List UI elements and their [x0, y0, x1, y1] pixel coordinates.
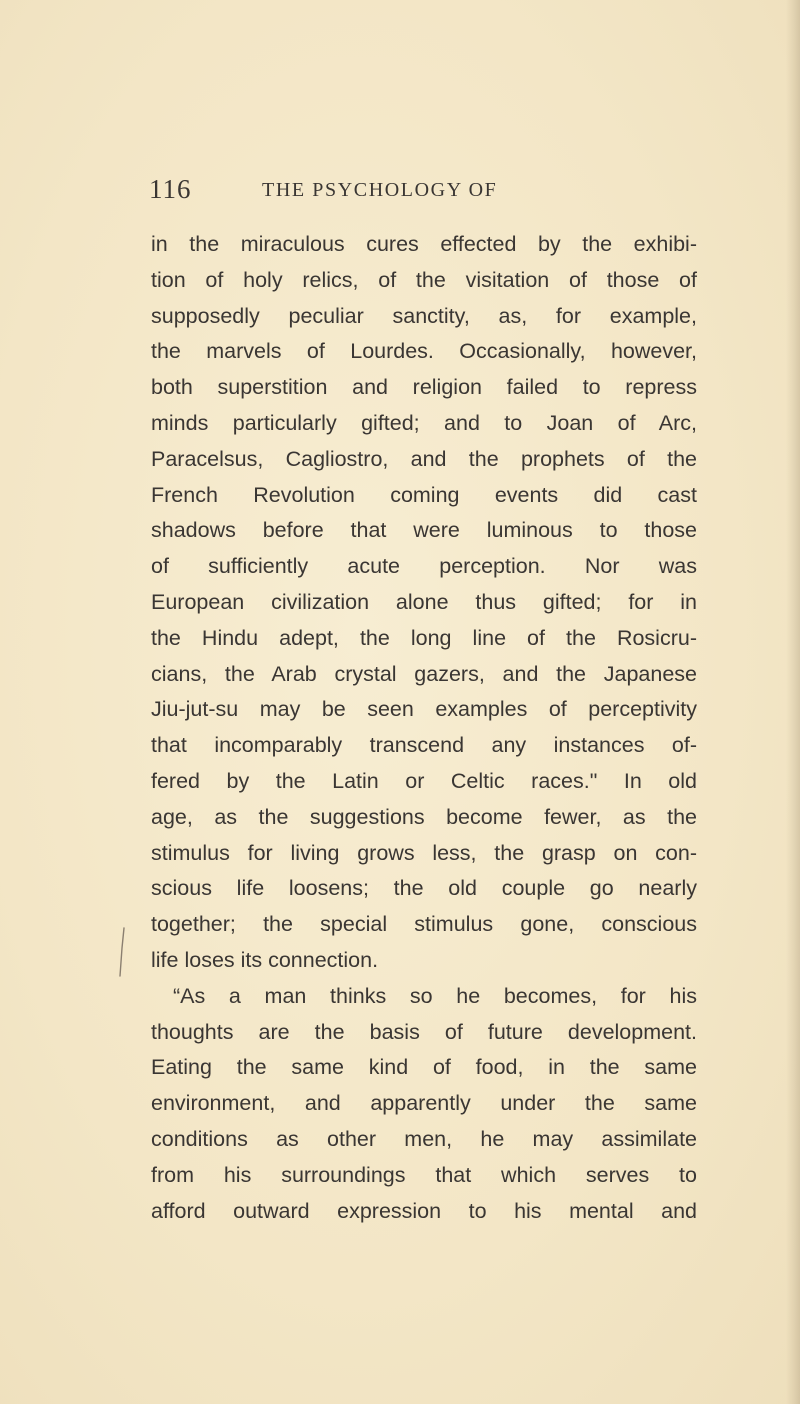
text-line: the marvels of Lourdes. Occasionally, however,: [151, 339, 697, 364]
text-line: fered by the Latin or Celtic races." In old: [151, 768, 697, 793]
text-line: age, as the suggestions become fewer, as the: [151, 804, 697, 829]
running-head: THE PSYCHOLOGY OF: [262, 179, 498, 201]
text-line: together; the special stimulus gone, conscious: [151, 912, 697, 937]
text-line: Paracelsus, Cagliostro, and the prophets of the: [151, 446, 697, 471]
text-line: “As a man thinks so he becomes, for his: [173, 983, 697, 1008]
text-line: French Revolution coming events did cast: [151, 482, 697, 507]
text-line: stimulus for living grows less, the grasp on con-: [151, 840, 697, 865]
text-line: of sufficiently acute perception. Nor was: [151, 554, 697, 579]
text-line: scious life loosens; the old couple go nearly: [151, 876, 697, 901]
text-line: tion of holy relics, of the visitation of those of: [151, 267, 697, 292]
text-line: afford outward expression to his mental and: [151, 1198, 697, 1223]
margin-pencil-mark: [118, 926, 126, 978]
text-line: European civilization alone thus gifted; for in: [151, 589, 697, 614]
text-line: in the miraculous cures effected by the exhibi-: [151, 232, 697, 256]
text-line: cians, the Arab crystal gazers, and the Japanese: [151, 661, 697, 686]
text-line: conditions as other men, he may assimilate: [151, 1126, 697, 1151]
text-line: supposedly peculiar sanctity, as, for example,: [151, 303, 697, 328]
page-number: 116: [149, 174, 192, 204]
text-line: both superstition and religion failed to repress: [151, 375, 697, 400]
text-line: shadows before that were luminous to those: [151, 518, 697, 543]
text-line: that incomparably transcend any instances of-: [151, 733, 697, 758]
text-line: life loses its connection.: [151, 947, 379, 972]
body-text: [151, 227, 697, 1229]
page-edge-shadow: [786, 0, 800, 1404]
text-line: from his surroundings that which serves to: [151, 1162, 697, 1187]
text-line: minds particularly gifted; and to Joan of Arc,: [151, 410, 697, 435]
text-line: the Hindu adept, the long line of the Rosicru-: [151, 625, 697, 650]
text-line: thoughts are the basis of future development.: [151, 1019, 697, 1044]
text-line: environment, and apparently under the same: [151, 1091, 697, 1116]
text-line: Jiu-jut-su may be seen examples of perceptivity: [151, 697, 697, 722]
text-line: Eating the same kind of food, in the same: [151, 1055, 697, 1080]
